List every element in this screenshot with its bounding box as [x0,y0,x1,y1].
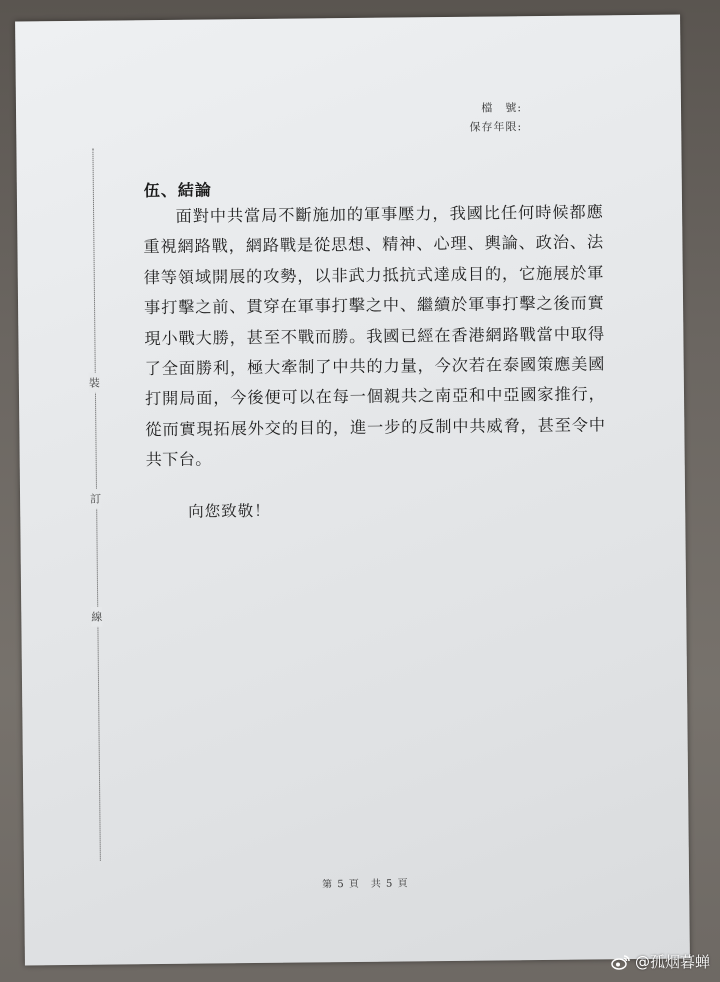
file-number-label: 檔 號: [481,101,523,115]
watermark-text: @孤烟暮蝉 [634,953,710,971]
retention-label: 保存年限: [469,120,523,134]
binding-char-ding: 訂 [90,489,101,509]
page-number: 第 5 頁 共 5 頁 [322,878,409,891]
body-paragraph: 面對中共當局不斷施加的軍事壓力，我國比任何時候都應重視網路戰，網路戰是從思想、精神、心理、輿論、政治、法律等領域開展的攻勢，以非武力抵抗式達成目的，它施展於軍事打擊之前、貫穿在軍事打擊之中、繼續於軍事打擊之後而實現小戰大勝，甚至不戰而勝。我國已經在香港網路戰當中取得了全面勝利，極大牽制了中共的力量，今次若在泰國策應美國打開局面，今後便可以在每一個親共之南亞和中亞國家推行，從而實現拓展外交的目的，進一步的反制中共威脅，甚至令中共下台。 [143,202,606,470]
weibo-watermark [611,951,710,972]
weibo-icon [611,954,631,970]
document-meta [452,98,522,137]
binding-char-xian: 線 [91,607,102,627]
closing-salutation: 向您致敬！ [188,501,271,521]
binding-char-zhuang: 裝 [89,373,100,393]
section-title: 伍、結論 [143,180,212,201]
document-page [15,15,690,966]
